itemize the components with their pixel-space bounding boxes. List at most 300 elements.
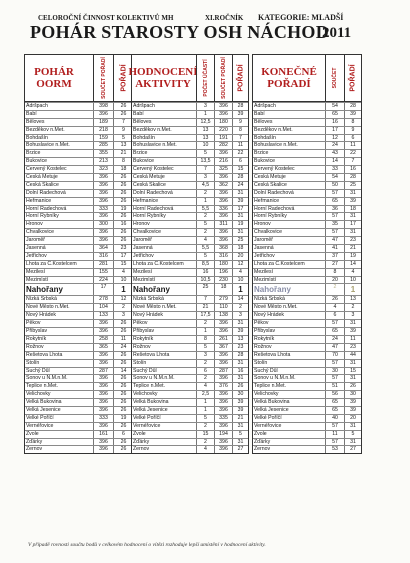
activity-place-cell: 6	[232, 158, 248, 165]
final-table-row	[253, 406, 361, 414]
oorm-table-row	[25, 197, 133, 205]
activity-count-cell: 5	[196, 150, 214, 157]
final-place-cell: 28	[344, 103, 361, 110]
final-place-cell: 7	[344, 158, 361, 165]
activity-sum-cell: 396	[214, 352, 232, 359]
oorm-table-row	[25, 367, 133, 375]
activity-count-cell: 8	[196, 336, 214, 343]
activity-table-row	[132, 165, 248, 173]
final-sum-cell: 17	[325, 127, 344, 134]
oorm-team-name: Bohdašín	[26, 134, 48, 141]
activity-team-name: Šonov u N.M.n.M.	[133, 375, 175, 382]
activity-table-row	[132, 343, 248, 351]
final-place-cell: 23	[344, 344, 361, 351]
oorm-table	[24, 54, 134, 454]
activity-place-cell: 39	[232, 328, 248, 335]
final-team-name: Hronov	[254, 221, 271, 228]
activity-sum-cell: 396	[214, 150, 232, 157]
activity-team-name: Stolín	[133, 359, 147, 366]
oorm-place-cell: 26	[113, 174, 133, 181]
activity-place-cell: 28	[232, 352, 248, 359]
activity-team-name: Horní Rybníky	[133, 213, 166, 220]
oorm-sum-cell: 396	[93, 446, 113, 453]
oorm-place-cell: 26	[113, 375, 133, 382]
final-sum-cell: 54	[325, 103, 344, 110]
final-team-name: Nahořany	[254, 285, 291, 295]
activity-team-name: Bukovice	[133, 158, 155, 165]
activity-team-name: Velká Jesenice	[133, 406, 168, 413]
activity-sum-cell: 396	[214, 439, 232, 446]
activity-team-name: Dolní Radechová	[133, 189, 173, 196]
activity-place-cell: 28	[232, 174, 248, 181]
activity-place-cell: 19	[232, 221, 248, 228]
final-table-row	[253, 327, 361, 335]
final-team-name: Dolní Radechová	[254, 189, 294, 196]
oorm-team-name: Horní Radechová	[26, 205, 67, 212]
final-table-row	[253, 335, 361, 343]
oorm-team-name: Bukovice	[26, 158, 48, 165]
oorm-table-row	[25, 118, 133, 126]
footnote: V případě rovnosti součtu bodů v celkovém hodnocení o vítězi rozhoduje lepší umístění v hodnocení aktivity.	[28, 542, 266, 548]
activity-place-cell: 31	[232, 360, 248, 367]
oorm-place-cell: 26	[113, 182, 133, 189]
final-team-name: Nízká Srbská	[254, 296, 285, 303]
activity-sum-cell: 396	[214, 111, 232, 118]
final-team-name: Běloves	[254, 118, 273, 125]
final-table-row	[253, 359, 361, 367]
activity-table-row	[132, 236, 248, 244]
activity-count-cell: 16	[196, 269, 214, 276]
final-place-cell: 39	[344, 328, 361, 335]
oorm-sum-cell: 285	[93, 142, 113, 149]
oorm-table-row	[25, 220, 133, 228]
final-sum-cell: 56	[325, 391, 344, 398]
oorm-sum-cell: 281	[93, 261, 113, 268]
activity-table-row	[132, 398, 248, 406]
final-sum-cell: 65	[325, 111, 344, 118]
final-place-cell: 14	[344, 261, 361, 268]
final-team-name: Mezilesí	[254, 268, 274, 275]
oorm-place-cell: 26	[113, 352, 133, 359]
final-table-row	[253, 189, 361, 197]
oorm-table-row	[25, 359, 133, 367]
activity-sum-cell: 18	[214, 284, 232, 295]
oorm-table-row	[25, 422, 133, 430]
oorm-place-cell: 26	[113, 111, 133, 118]
activity-count-cell: 2	[196, 213, 214, 220]
final-table-row	[253, 212, 361, 220]
activity-table-row	[132, 445, 248, 453]
activity-place-cell: 15	[232, 166, 248, 173]
activity-count-cell: 1	[196, 399, 214, 406]
activity-table-row	[132, 149, 248, 157]
activity-team-name: Česká Metuje	[133, 174, 165, 181]
activity-place-cell: 20	[232, 253, 248, 260]
activity-team-name: Mezilesí	[133, 268, 153, 275]
activity-count-cell: 25	[196, 284, 214, 295]
activity-sum-cell: 396	[214, 174, 232, 181]
round-label: XI.ROČNÍK	[205, 14, 244, 22]
oorm-team-name: Rokytník	[26, 335, 47, 342]
final-sum-cell: 65	[325, 198, 344, 205]
activity-place-cell: 27	[232, 446, 248, 453]
activity-table-row	[132, 390, 248, 398]
activity-place-cell: 21	[232, 415, 248, 422]
final-table-row	[253, 422, 361, 430]
activity-col-count: POČET ÚČASTÍ	[196, 55, 214, 101]
activity-count-cell: 2	[196, 229, 214, 236]
activity-place-cell: 12	[232, 261, 248, 268]
final-table-row	[253, 276, 361, 284]
oorm-team-name: Mezimìstí	[26, 276, 49, 283]
final-place-cell: 31	[344, 190, 361, 197]
final-table-row	[253, 260, 361, 268]
activity-sum-cell: 220	[214, 127, 232, 134]
oorm-table-row	[25, 445, 133, 453]
final-table-row	[253, 126, 361, 134]
final-sum-cell: 6	[325, 312, 344, 319]
activity-count-cell: 1	[196, 198, 214, 205]
activity-count-cell: 3	[196, 352, 214, 359]
activity-table-row	[132, 228, 248, 236]
oorm-table-row	[25, 149, 133, 157]
final-sum-cell: 70	[325, 352, 344, 359]
final-table-row	[253, 157, 361, 165]
final-table-row	[253, 343, 361, 351]
oorm-team-name: Česká Metuje	[26, 174, 58, 181]
oorm-team-name: Velichovky	[26, 391, 51, 398]
final-team-name: Velká Bukovina	[254, 399, 290, 406]
final-sum-cell: 14	[325, 158, 344, 165]
activity-sum-cell: 335	[214, 415, 232, 422]
oorm-sum-cell: 396	[93, 399, 113, 406]
oorm-place-cell: 16	[113, 221, 133, 228]
final-place-cell: 31	[344, 320, 361, 327]
final-place-cell: 10	[344, 277, 361, 284]
final-team-name: Jaroměř	[254, 237, 274, 244]
activity-team-name: Běloves	[133, 118, 152, 125]
oorm-place-cell: 7	[113, 119, 133, 126]
activity-place-cell: 8	[232, 127, 248, 134]
activity-place-cell: 14	[232, 296, 248, 303]
oorm-sum-cell: 396	[93, 328, 113, 335]
oorm-place-cell: 26	[113, 190, 133, 197]
activity-place-cell: 4	[232, 269, 248, 276]
activity-team-name: Pěkov	[133, 320, 148, 327]
activity-team-name: Adršpach	[133, 103, 155, 109]
final-place-cell: 17	[344, 221, 361, 228]
oorm-team-name: Adršpach	[26, 103, 48, 109]
activity-table-row	[132, 252, 248, 260]
activity-team-name: Zvole	[133, 430, 146, 437]
activity-place-cell: 9	[232, 119, 248, 126]
oorm-sum-cell: 396	[93, 375, 113, 382]
activity-table-row	[132, 118, 248, 126]
final-team-name: Heřmanice	[254, 197, 280, 204]
final-table-row	[253, 149, 361, 157]
activity-sum-cell: 396	[214, 320, 232, 327]
oorm-team-name: Velká Bukovina	[26, 399, 62, 406]
activity-place-cell: 13	[232, 336, 248, 343]
activity-count-cell: 21	[196, 304, 214, 311]
final-table-row	[253, 165, 361, 173]
final-sum-cell: 24	[325, 336, 344, 343]
oorm-table-row	[25, 189, 133, 197]
final-table-row	[253, 311, 361, 319]
activity-team-name: Jasenná	[133, 245, 153, 252]
final-place-cell: 6	[344, 135, 361, 142]
final-sum-cell: 37	[325, 253, 344, 260]
final-team-name: Nové Město n.Met.	[254, 304, 298, 311]
final-sum-cell: 26	[325, 296, 344, 303]
oorm-place-cell: 19	[113, 415, 133, 422]
activity-count-cell: 2	[196, 375, 214, 382]
oorm-sum-cell: 396	[93, 174, 113, 181]
final-sum-cell: 33	[325, 166, 344, 173]
activity-place-cell: 39	[232, 198, 248, 205]
activity-sum-cell: 368	[214, 245, 232, 252]
final-sum-cell: 8	[325, 269, 344, 276]
activity-sum-cell: 230	[214, 277, 232, 284]
final-place-cell: 9	[344, 127, 361, 134]
activity-sum-cell: 311	[214, 221, 232, 228]
activity-table-row	[132, 189, 248, 197]
oorm-place-cell: 10	[113, 277, 133, 284]
oorm-team-name: Jetřichov	[26, 252, 47, 259]
oorm-team-name: Žďárky	[26, 438, 43, 445]
final-place-cell: 31	[344, 423, 361, 430]
final-place-cell: 4	[344, 269, 361, 276]
final-table-row	[253, 181, 361, 189]
activity-team-name: Žďárky	[133, 438, 150, 445]
activity-count-cell: 1	[196, 328, 214, 335]
oorm-table-row	[25, 165, 133, 173]
oorm-team-name: Žernov	[26, 446, 43, 453]
activity-sum-cell: 396	[214, 190, 232, 197]
final-team-name: Řešetova Lhota	[254, 351, 291, 358]
activity-count-cell: 15	[196, 431, 214, 438]
activity-sum-cell: 396	[214, 328, 232, 335]
final-team-name: Babí	[254, 110, 265, 117]
activity-count-cell: 17,5	[196, 312, 214, 319]
oorm-place-cell: 14	[113, 368, 133, 375]
activity-table-row	[132, 422, 248, 430]
final-sum-cell: 51	[325, 383, 344, 390]
final-team-name: Bohuslavice n.Met.	[254, 142, 298, 149]
activity-sum-cell: 216	[214, 158, 232, 165]
oorm-sum-cell: 365	[93, 344, 113, 351]
oorm-sum-cell: 104	[93, 304, 113, 311]
activity-sum-cell: 396	[214, 391, 232, 398]
final-sum-cell: 24	[325, 142, 344, 149]
final-team-name: Velké Poříčí	[254, 414, 282, 421]
activity-team-name: Jaroměř	[133, 237, 153, 244]
activity-place-cell: 17	[232, 206, 248, 213]
final-sum-cell: 57	[325, 229, 344, 236]
activity-table-row	[132, 283, 248, 295]
activity-place-cell: 31	[232, 320, 248, 327]
activity-count-cell: 4	[196, 237, 214, 244]
activity-place-cell: 30	[232, 391, 248, 398]
final-team-name: Přibyslav	[254, 328, 276, 335]
activity-count-cell: 4	[196, 383, 214, 390]
activity-table-row	[132, 141, 248, 149]
oorm-team-name: Běloves	[26, 118, 45, 125]
activity-count-cell: 5	[196, 253, 214, 260]
activity-team-name: Vernéřovice	[133, 422, 161, 429]
oorm-sum-cell: 396	[93, 391, 113, 398]
oorm-sum-cell: 159	[93, 135, 113, 142]
final-table-row	[253, 398, 361, 406]
oorm-place-cell: 26	[113, 446, 133, 453]
oorm-sum-cell: 396	[93, 360, 113, 367]
oorm-sum-cell: 396	[93, 190, 113, 197]
activity-sum-cell: 138	[214, 312, 232, 319]
final-place-cell: 31	[344, 213, 361, 220]
oorm-table-row	[25, 157, 133, 165]
activity-sum-cell: 336	[214, 206, 232, 213]
final-table-row	[253, 438, 361, 446]
oorm-place-cell: 24	[113, 344, 133, 351]
oorm-place-cell: 26	[113, 399, 133, 406]
final-table-row	[253, 205, 361, 213]
oorm-table-row	[25, 110, 133, 118]
activity-place-cell: 25	[232, 237, 248, 244]
activity-table-row	[132, 414, 248, 422]
activity-col-sum: SOUČET POŘADÍ	[214, 55, 232, 101]
final-team-name: Rožnov	[254, 343, 272, 350]
oorm-team-name: Vernéřovice	[26, 422, 54, 429]
oorm-team-name: Stolín	[26, 359, 40, 366]
oorm-team-name: Bezděkov n.Met.	[26, 126, 65, 133]
oorm-team-name: Heřmanice	[26, 197, 52, 204]
oorm-place-cell: 26	[113, 320, 133, 327]
final-table-row	[253, 430, 361, 438]
activity-place-cell: 7	[232, 135, 248, 142]
final-place-cell: 19	[344, 253, 361, 260]
oorm-table-row	[25, 406, 133, 414]
oorm-team-name: Červený Kostelec	[26, 166, 67, 173]
activity-table-row	[132, 335, 248, 343]
oorm-table-row	[25, 141, 133, 149]
final-sum-cell: 43	[325, 150, 344, 157]
oorm-place-cell: 26	[113, 237, 133, 244]
final-place-cell: 31	[344, 375, 361, 382]
activity-place-cell: 10	[232, 277, 248, 284]
oorm-place-cell: 17	[113, 253, 133, 260]
activity-team-name: Heřmanice	[133, 197, 159, 204]
activity-team-name: Bohuslavice n.Met.	[133, 142, 177, 149]
final-team-name: Teplice n.Met.	[254, 383, 287, 390]
activity-sum-cell: 196	[214, 269, 232, 276]
activity-table-row	[132, 260, 248, 268]
final-team-name: Jasenná	[254, 245, 274, 252]
final-team-name: Bukovice	[254, 158, 276, 165]
oorm-table-row	[25, 414, 133, 422]
activity-count-cell: 10	[196, 142, 214, 149]
final-place-cell: 1	[344, 284, 361, 295]
activity-team-name: Babí	[133, 110, 144, 117]
oorm-table-row	[25, 252, 133, 260]
activity-sum-cell: 279	[214, 296, 232, 303]
activity-table-row	[132, 295, 248, 303]
activity-place-cell: 22	[232, 150, 248, 157]
oorm-team-name: Pěkov	[26, 320, 41, 327]
activity-team-name: Nízká Srbská	[133, 296, 164, 303]
activity-count-cell: 7	[196, 296, 214, 303]
final-table-row	[253, 268, 361, 276]
activity-place-cell: 31	[232, 229, 248, 236]
oorm-place-cell: 12	[113, 296, 133, 303]
oorm-table-row	[25, 173, 133, 181]
final-col-sum: SOUČET	[325, 55, 344, 101]
final-team-name: Pěkov	[254, 320, 269, 327]
oorm-team-name: Bohuslavice n.Met.	[26, 142, 70, 149]
oorm-table-row	[25, 268, 133, 276]
final-place-cell: 39	[344, 198, 361, 205]
final-table-row	[253, 244, 361, 252]
final-team-name: Zvole	[254, 430, 267, 437]
activity-place-cell: 23	[232, 344, 248, 351]
final-team-name: Jetřichov	[254, 252, 275, 259]
activity-sum-cell: 191	[214, 135, 232, 142]
final-table-row	[253, 220, 361, 228]
final-team-name: Chvalkovice	[254, 229, 282, 236]
activity-count-cell: 2	[196, 190, 214, 197]
activity-place-cell: 1	[232, 284, 248, 295]
oorm-rows	[24, 102, 134, 454]
oorm-table-row	[25, 283, 133, 295]
activity-col-place: POŘADÍ	[232, 55, 248, 101]
activity-place-cell: 26	[232, 383, 248, 390]
activity-count-cell: 1	[196, 407, 214, 414]
oorm-sum-cell: 258	[93, 336, 113, 343]
activity-count-cell: 3	[196, 103, 214, 110]
final-table	[252, 54, 362, 454]
oorm-team-name: Nahořany	[26, 285, 63, 295]
final-place-cell: 3	[344, 312, 361, 319]
oorm-place-cell: 26	[113, 439, 133, 446]
oorm-place-cell: 1	[113, 284, 133, 295]
activity-team-name: Bezděkov n.Met.	[133, 126, 172, 133]
activity-place-cell: 2	[232, 304, 248, 311]
activity-team-name: Nové Město n.Met.	[133, 304, 177, 311]
page-title: POHÁR STAROSTY OSH NÁCHOD	[30, 22, 330, 42]
activity-table-row	[132, 110, 248, 118]
oorm-place-cell: 15	[113, 261, 133, 268]
final-table-row	[253, 283, 361, 295]
oorm-team-name: Suchý Důl	[26, 367, 50, 374]
final-sum-cell: 65	[325, 328, 344, 335]
activity-team-name: Červený Kostelec	[133, 166, 174, 173]
oorm-table-row	[25, 236, 133, 244]
activity-table-row	[132, 319, 248, 327]
activity-count-cell: 2	[196, 360, 214, 367]
final-sum-cell: 12	[325, 135, 344, 142]
oorm-table-row	[25, 303, 133, 311]
activity-count-cell: 5	[196, 415, 214, 422]
oorm-place-cell: 8	[113, 158, 133, 165]
activity-team-name: Hronov	[133, 221, 150, 228]
final-table-row	[253, 197, 361, 205]
oorm-sum-cell: 224	[93, 277, 113, 284]
activity-place-cell: 31	[232, 423, 248, 430]
final-sum-cell: 16	[325, 119, 344, 126]
oorm-place-cell: 26	[113, 407, 133, 414]
oorm-sum-cell: 155	[93, 269, 113, 276]
activity-table-row	[132, 126, 248, 134]
activity-table-row	[132, 220, 248, 228]
